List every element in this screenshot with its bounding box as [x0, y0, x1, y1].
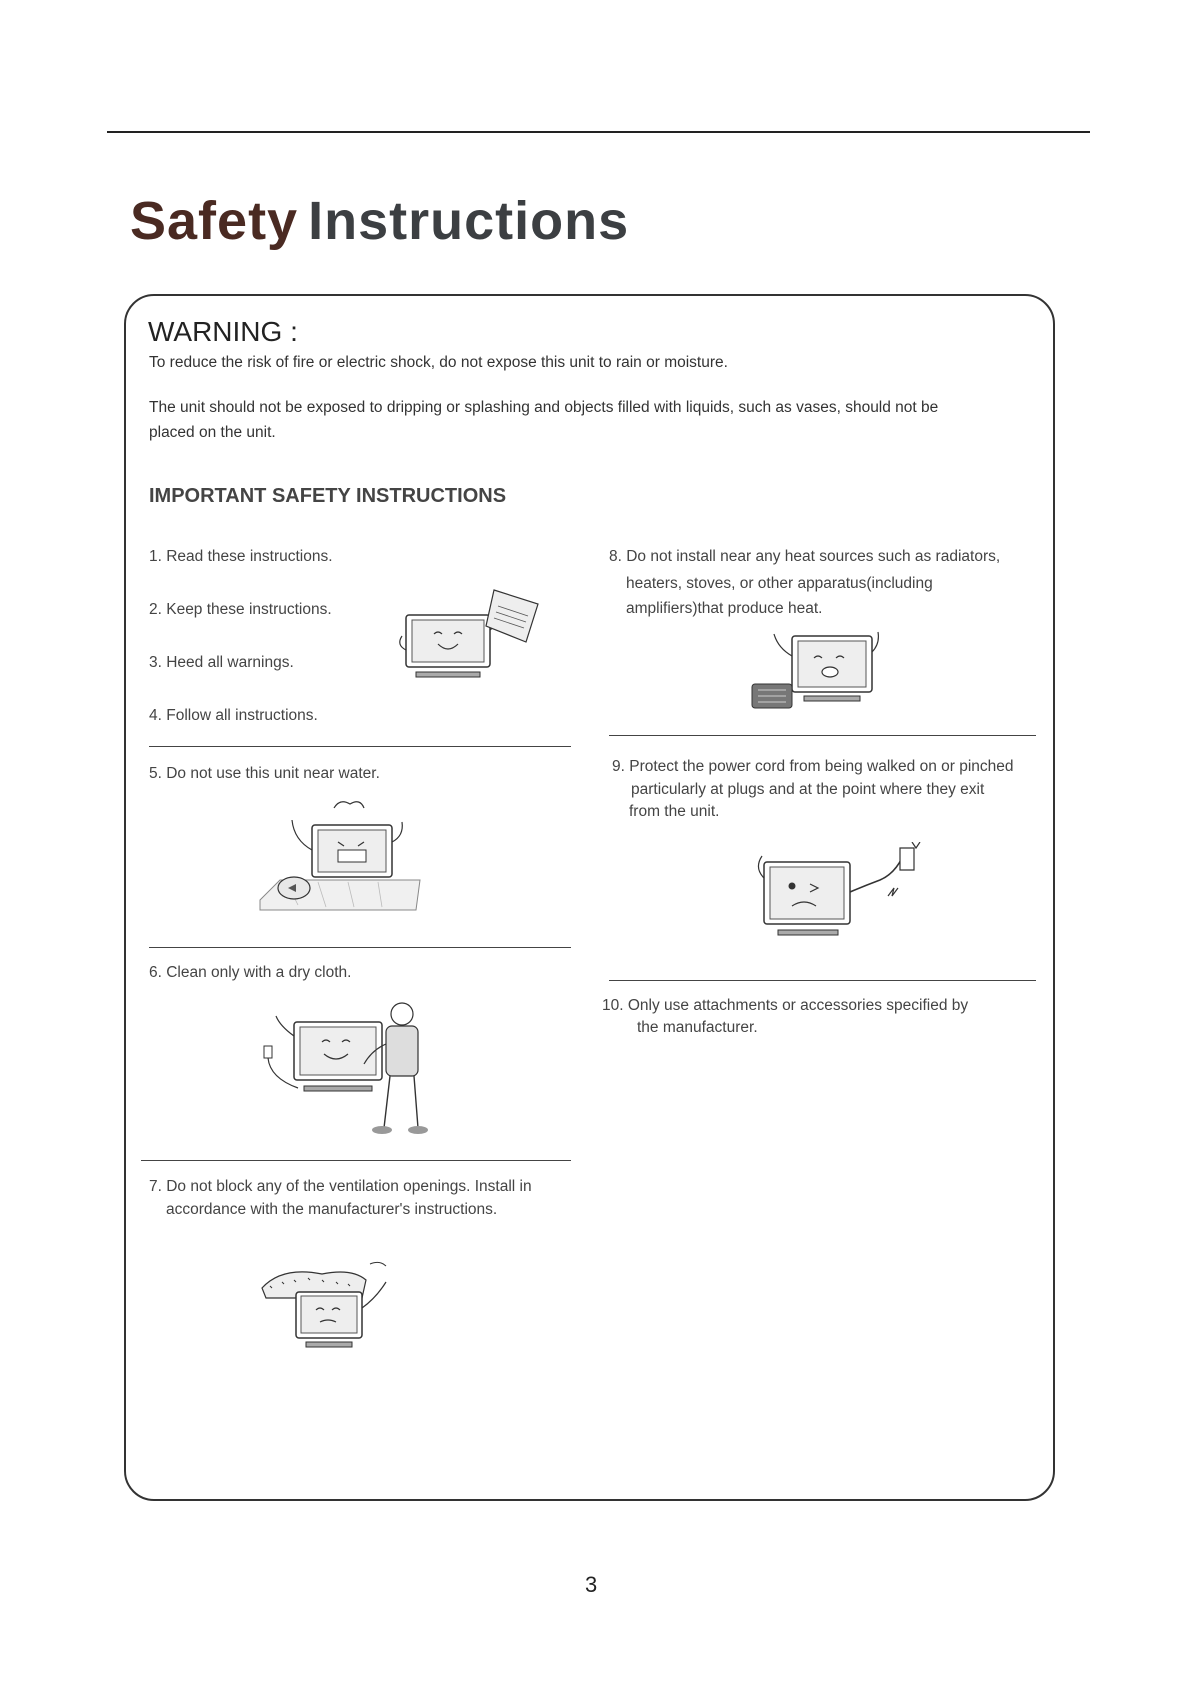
tv-near-water-illustration [258, 800, 423, 915]
divider-left-1 [149, 746, 571, 747]
instruction-9-line1: 9. Protect the power cord from being walked on or pinched [612, 758, 1014, 775]
tv-cleaning-illustration [258, 996, 428, 1138]
title-word-instructions: Instructions [308, 191, 630, 251]
instruction-8-line2: heaters, stoves, or other apparatus(including [626, 575, 933, 592]
warning-text-1: To reduce the risk of fire or electric shock, do not expose this unit to rain or moisture. [149, 354, 728, 371]
instruction-7-line1: 7. Do not block any of the ventilation openings. Install in [149, 1178, 532, 1195]
instruction-8-line1: 8. Do not install near any heat sources such as radiators, [609, 548, 1001, 565]
instruction-5: 5. Do not use this unit near water. [149, 765, 380, 782]
important-heading: IMPORTANT SAFETY INSTRUCTIONS [149, 485, 507, 507]
instruction-6: 6. Clean only with a dry cloth. [149, 964, 352, 981]
tv-ventilation-illustration [258, 1258, 398, 1353]
divider-right-1 [609, 735, 1036, 736]
instruction-10-line1: 10. Only use attachments or accessories specified by [602, 997, 969, 1014]
instruction-9-line2: particularly at plugs and at the point where they exit [631, 781, 985, 798]
instruction-3: 3. Heed all warnings. [149, 654, 294, 671]
divider-left-3 [141, 1160, 571, 1161]
page-title [130, 190, 629, 252]
tv-power-cord-illustration [748, 842, 938, 952]
warning-text-2-line2: placed on the unit. [149, 424, 276, 441]
divider-right-2 [609, 980, 1036, 981]
instruction-7-line2: accordance with the manufacturer's instructions. [166, 1201, 498, 1218]
instruction-4: 4. Follow all instructions. [149, 707, 318, 724]
instruction-2: 2. Keep these instructions. [149, 601, 332, 618]
warning-heading: WARNING : [148, 316, 298, 347]
instruction-1: 1. Read these instructions. [149, 548, 333, 565]
tv-heat-source-illustration [748, 626, 888, 716]
instruction-8-line3: amplifiers)that produce heat. [626, 600, 823, 617]
divider-left-2 [149, 947, 571, 948]
instruction-10-line2: the manufacturer. [637, 1019, 758, 1036]
instruction-9-line3: from the unit. [629, 803, 720, 820]
top-rule [107, 131, 1090, 133]
page-number: 3 [585, 1572, 598, 1597]
title-word-safety: Safety [130, 191, 299, 251]
warning-text-2-line1: The unit should not be exposed to dripping or splashing and objects filled with liquids, such as vases, should not be [149, 399, 939, 416]
tv-reading-illustration [390, 580, 550, 685]
